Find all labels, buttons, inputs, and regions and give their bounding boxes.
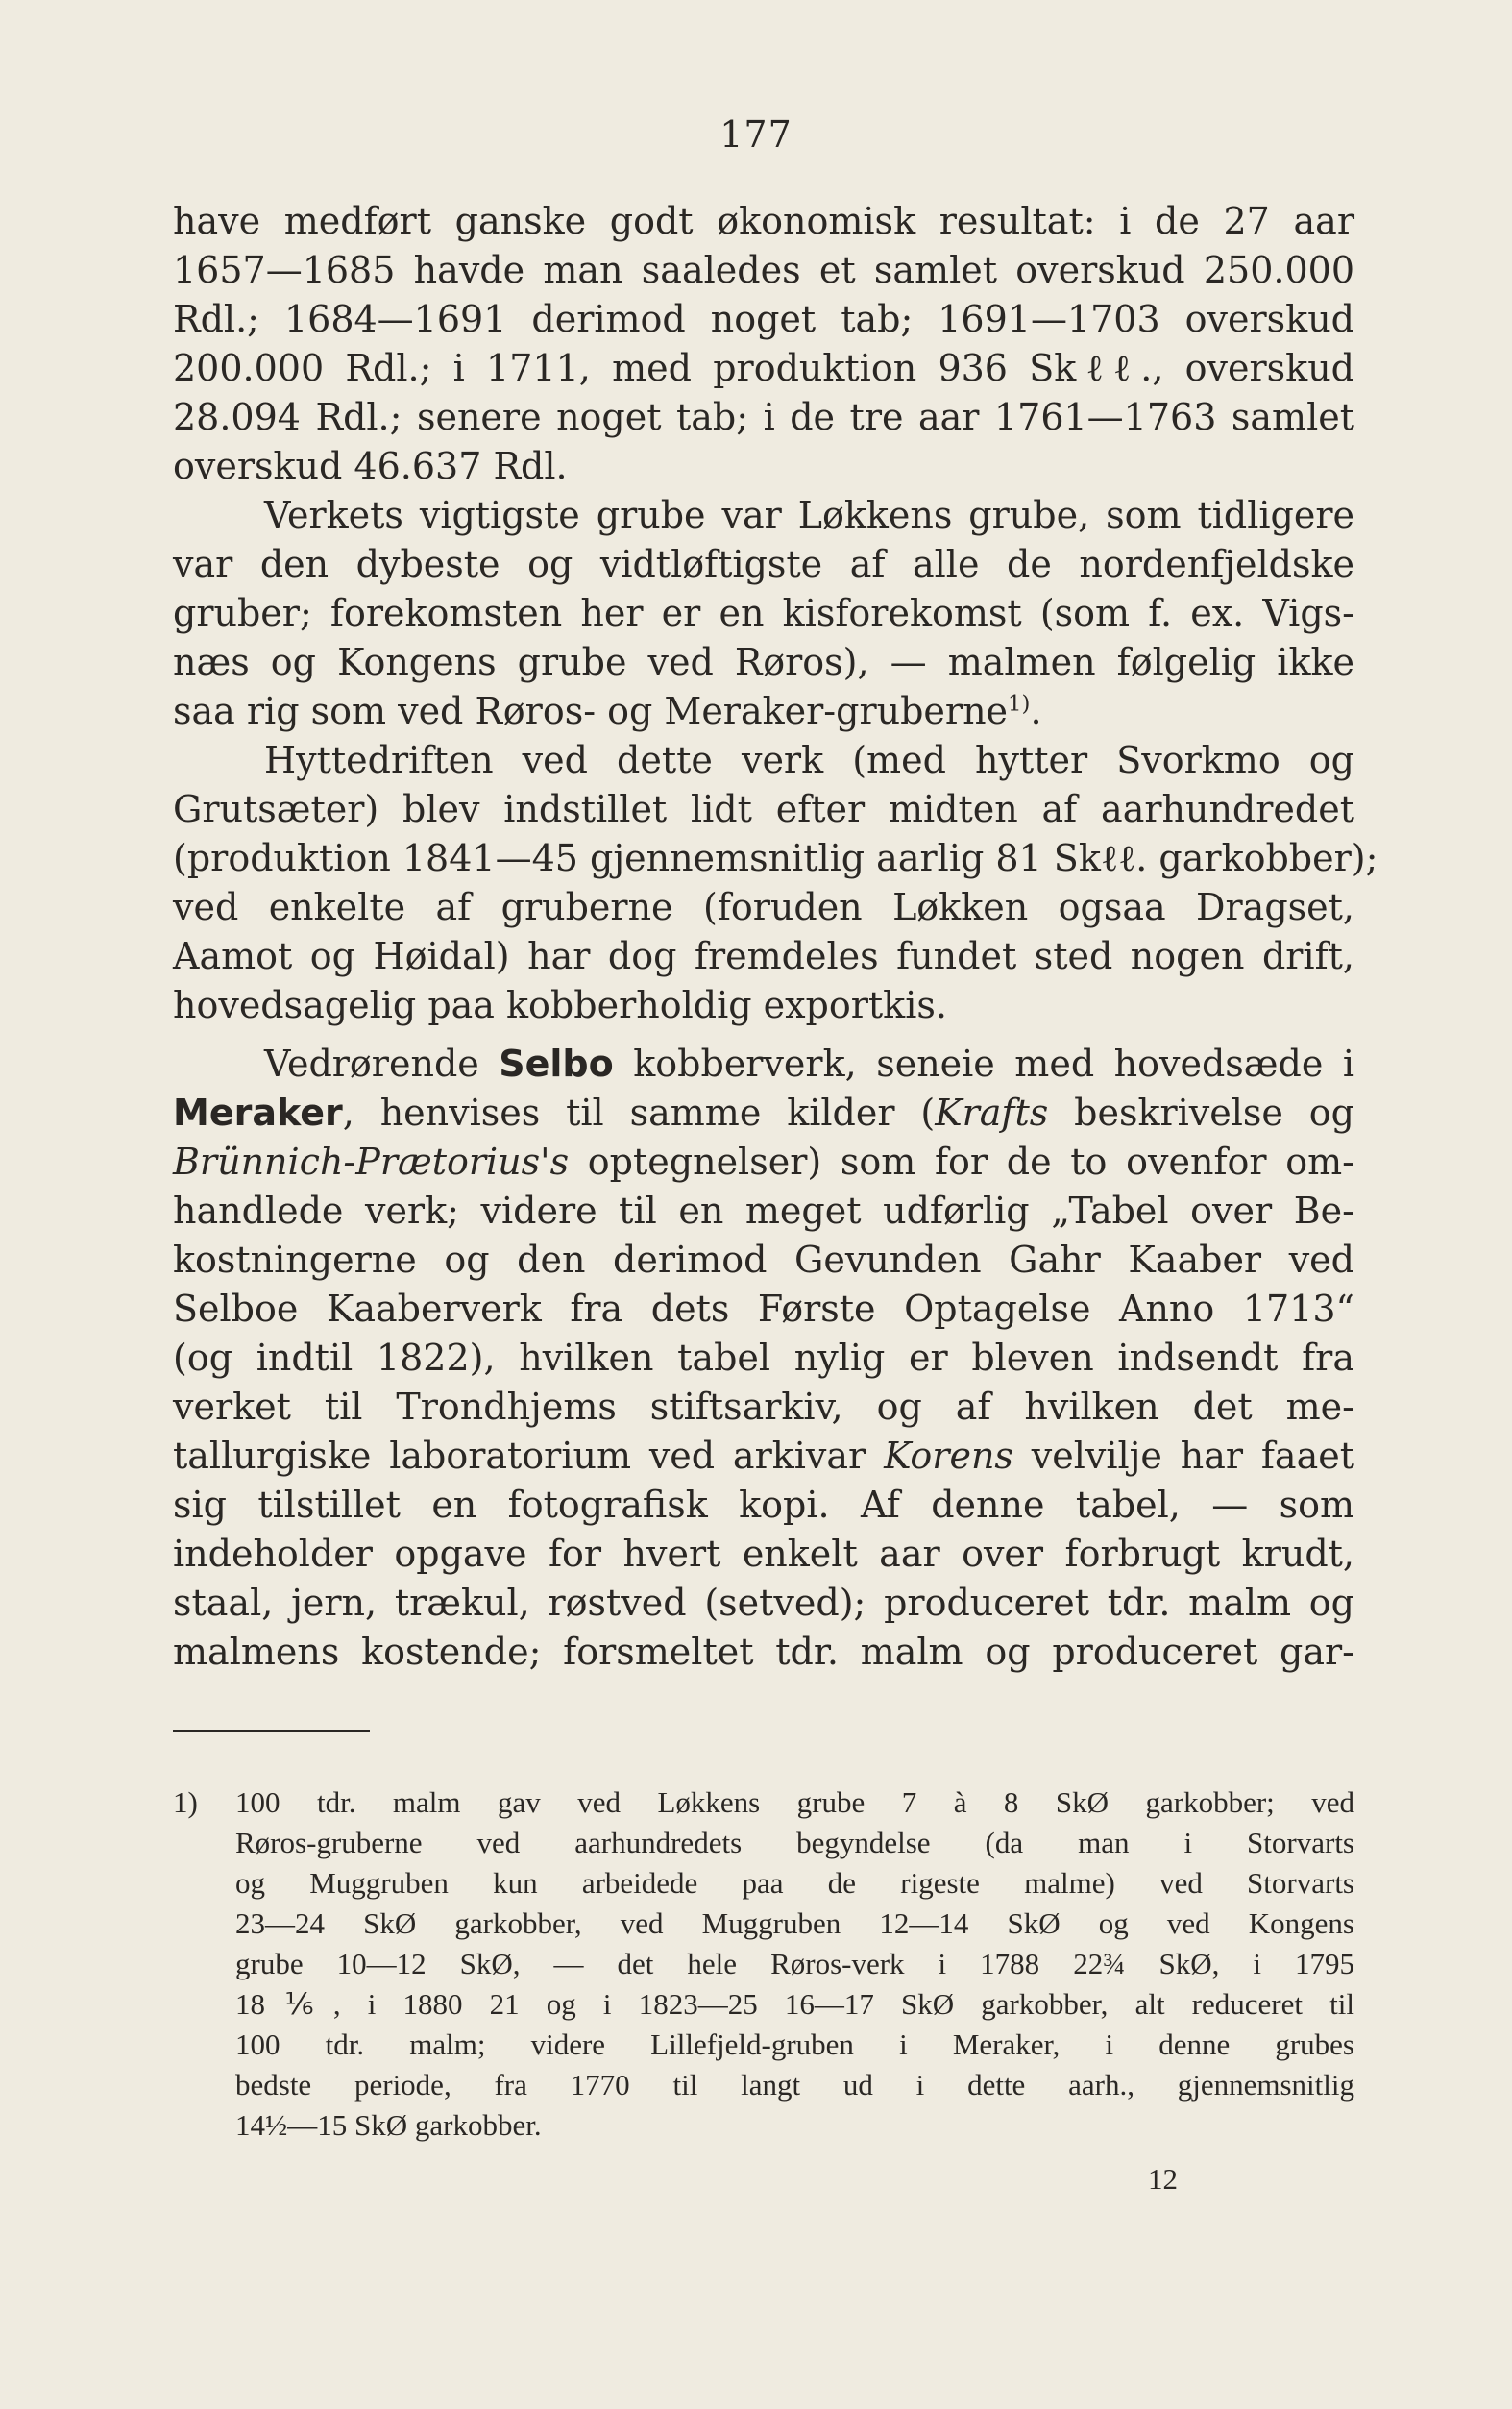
text-line: handlede verk; videre til en meget udførlig „Tabel over Be- xyxy=(173,1190,1354,1232)
footnote-line xyxy=(173,1782,1354,1823)
paragraph-gap xyxy=(173,1030,1354,1040)
text-span: 100 tdr. malm gav ved Løkkens grube 7 à 8 SkØ garkobber; ved xyxy=(235,1785,1354,1819)
text-line: Hyttedriften ved dette verk (med hytter Svorkmo og xyxy=(264,739,1354,781)
text-line: gruber; forekomsten her er en kisforekomst (som f. ex. Vigs- xyxy=(173,592,1354,634)
text-line: Rdl.; 1684—1691 derimod noget tab; 1691—1703 overskud xyxy=(173,298,1354,340)
text-span: saa rig som ved Røros- og Meraker-gruberne xyxy=(173,690,1009,732)
text-line: 1657—1685 havde man saaledes et samlet overskud 250.000 xyxy=(173,249,1354,291)
author-name-brunnich: Brünnich-Prætorius's xyxy=(173,1141,570,1183)
footnote-line: grube 10—12 SkØ, — det hele Røros-verk i 1788 22¾ SkØ, i 1795 xyxy=(235,1947,1354,1980)
footnote-marker: 1) xyxy=(173,1785,198,1819)
text-line: Selboe Kaaberverk fra dets Første Optagelse Anno 1713“ xyxy=(173,1288,1354,1330)
text-line: (produktion 1841—45 gjennemsnitlig aarlig 81 Skℓℓ. garkobber); xyxy=(173,837,1378,879)
text-line: indeholder opgave for hvert enkelt aar over forbrugt krudt, xyxy=(173,1533,1354,1575)
footnote-line: og Muggruben kun arbeidede paa de rigeste malme) ved Storvarts xyxy=(235,1866,1354,1900)
footnote-line: 18⅙, i 1880 21 og i 1823—25 16—17 SkØ garkobber, alt reduceret til xyxy=(235,1987,1354,2021)
text-line xyxy=(173,1040,1354,1089)
text-line: Aamot og Høidal) har dog fremdeles fundet sted nogen drift, xyxy=(173,935,1354,977)
text-line: var den dybeste og vidtløftigste af alle de nordenfjeldske xyxy=(173,543,1354,585)
text-line xyxy=(173,1089,1354,1138)
signature-mark: 12 xyxy=(1148,2162,1178,2196)
text-line: have medført ganske godt økonomisk resultat: i de 27 aar xyxy=(173,200,1354,242)
paragraph-1 xyxy=(173,197,1354,491)
text-span: tallurgiske laboratorium ved arkivar xyxy=(173,1435,885,1477)
footnote-line: 100 tdr. malm; videre Lillefjeld-gruben i Meraker, i denne grubes xyxy=(235,2028,1354,2061)
text-line: næs og Kongens grube ved Røros), — malmen følgelig ikke xyxy=(173,641,1354,683)
text-span: Vedrørende xyxy=(264,1043,500,1085)
page-number: 177 xyxy=(719,113,793,156)
footnote-line: 23—24 SkØ garkobber, ved Muggruben 12—14 SkØ og ved Kongens xyxy=(235,1906,1354,1940)
paragraph-3 xyxy=(173,736,1378,1030)
author-name-kraft: Krafts xyxy=(935,1092,1049,1134)
paragraph-2 xyxy=(173,491,1354,736)
text-line: (og indtil 1822), hvilken tabel nylig er bleven indsendt fra xyxy=(173,1337,1354,1379)
footnote-divider xyxy=(173,1730,370,1732)
text-line xyxy=(173,1432,1354,1481)
text-line: hovedsagelig paa kobberholdig exportkis. xyxy=(173,984,947,1026)
place-name-selbo: Selbo xyxy=(499,1043,614,1085)
text-line: 28.094 Rdl.; senere noget tab; i de tre aar 1761—1763 samlet xyxy=(173,396,1354,438)
footnote-line: 14½—15 SkØ garkobber. xyxy=(235,2108,542,2142)
text-line xyxy=(173,1138,1354,1187)
text-line: 200.000 Rdl.; i 1711, med produktion 936 Skℓℓ., overskud xyxy=(173,347,1354,389)
text-line: sig tilstillet en fotografisk kopi. Af denne tabel, — som xyxy=(173,1484,1354,1526)
place-name-meraker: Meraker xyxy=(173,1092,343,1134)
body-text xyxy=(173,197,1378,1677)
text-line: overskud 46.637 Rdl. xyxy=(173,445,568,487)
footnote-line: Røros-gruberne ved aarhundredets begyndelse (da man i Storvarts xyxy=(235,1826,1354,1859)
text-line xyxy=(173,687,1354,736)
text-span: beskrivelse og xyxy=(1048,1092,1354,1134)
text-line: verket til Trondhjems stiftsarkiv, og af hvilken det me- xyxy=(173,1386,1354,1428)
text-span: optegnelser) som for de to ovenfor om- xyxy=(569,1141,1354,1183)
text-line: Grutsæter) blev indstillet lidt efter midten af aarhundredet xyxy=(173,788,1354,830)
footnote-reference: 1) xyxy=(1008,691,1031,717)
paragraph-4 xyxy=(173,1040,1354,1677)
text-span: . xyxy=(1030,690,1042,732)
footnotes xyxy=(173,1782,1354,2146)
text-span: kobberverk, seneie med hovedsæde i xyxy=(613,1043,1354,1085)
author-name-koren: Korens xyxy=(884,1435,1013,1477)
text-span: velvilje har faaet xyxy=(1012,1435,1355,1477)
text-line: ved enkelte af gruberne (foruden Løkken ogsaa Dragset, xyxy=(173,886,1354,928)
text-line: staal, jern, trækul, røstved (setved); produceret tdr. malm og xyxy=(173,1582,1354,1624)
text-span: , henvises til samme kilder ( xyxy=(342,1092,936,1134)
footnote-line: bedste periode, fra 1770 til langt ud i dette aarh., gjennemsnitlig xyxy=(235,2068,1354,2102)
text-line: kostningerne og den derimod Gevunden Gahr Kaaber ved xyxy=(173,1239,1354,1281)
text-line: malmens kostende; forsmeltet tdr. malm og produceret gar- xyxy=(173,1631,1354,1673)
text-line: Verkets vigtigste grube var Løkkens grube, som tidligere xyxy=(264,494,1354,536)
